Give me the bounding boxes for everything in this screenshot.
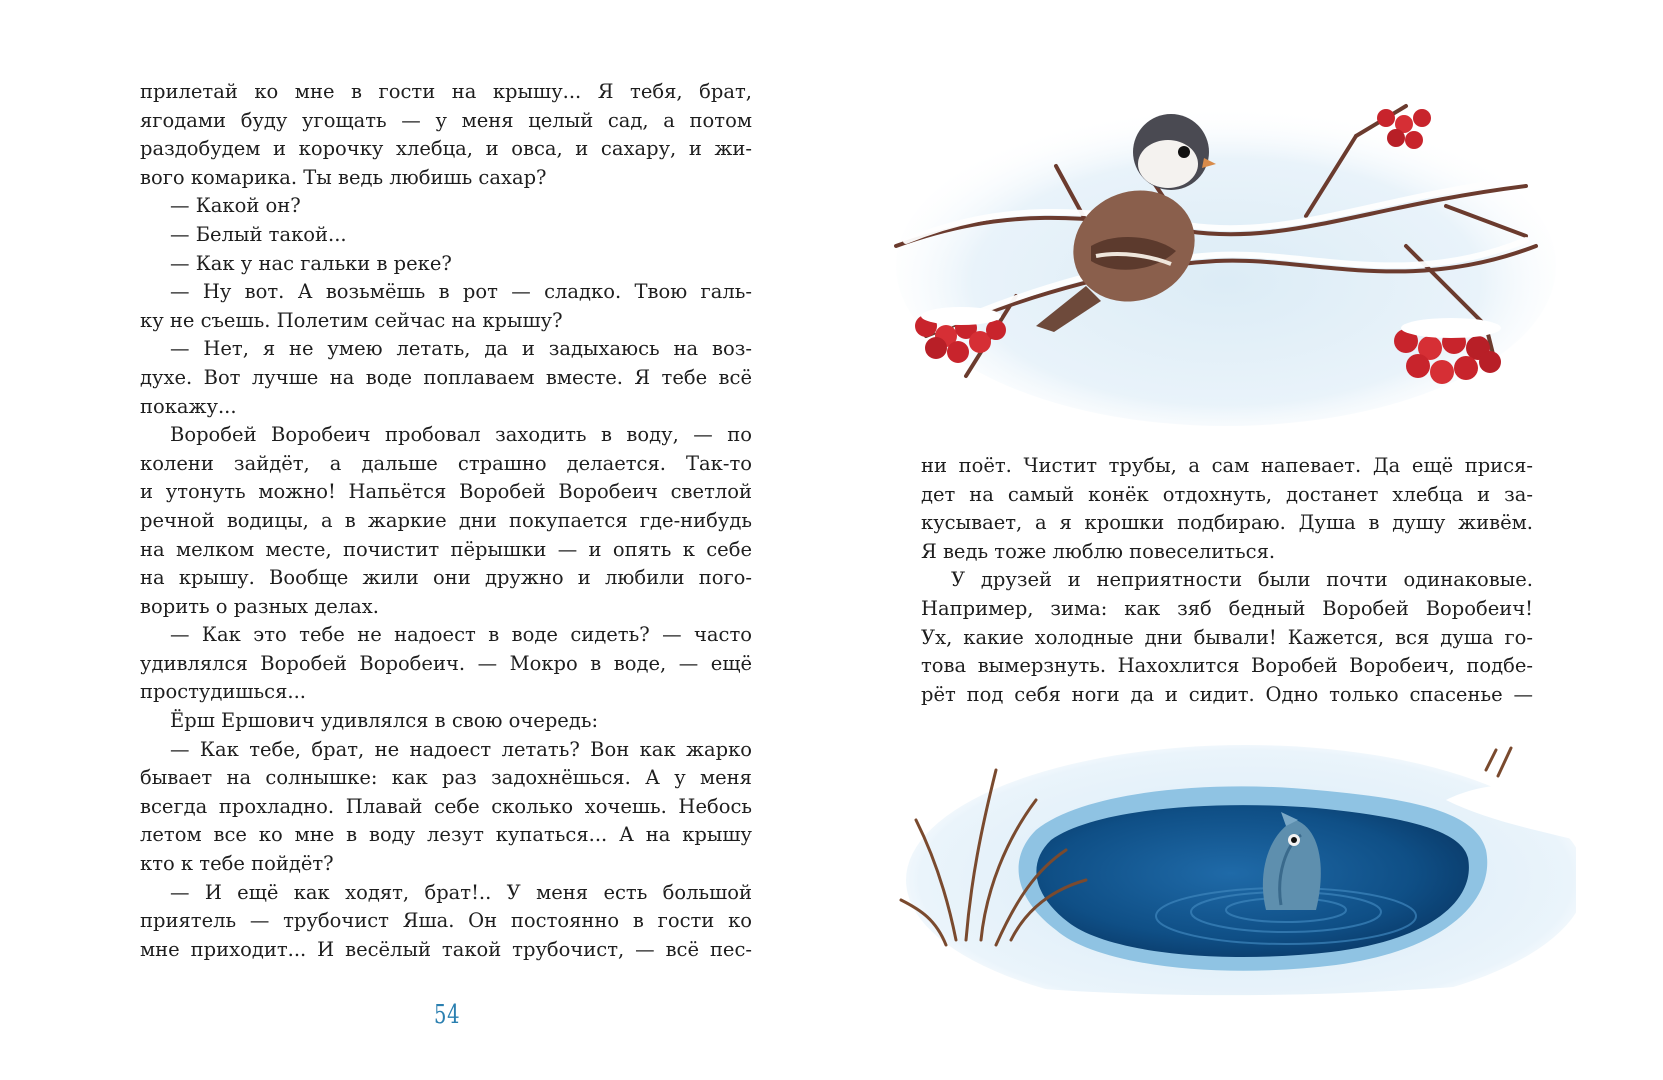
text-line: бывает на солнышке: как раз задохнёшься. А у меня bbox=[140, 766, 752, 790]
page-number: 54 bbox=[434, 1000, 461, 1030]
text-line: прилетай ко мне в гости на крышу... Я тебя, брат, bbox=[140, 80, 752, 103]
text-line: — Какой он? bbox=[170, 194, 301, 218]
text-line: Ух, какие холодные дни бывали! Кажется, вся душа го- bbox=[921, 625, 1533, 649]
right-page-text bbox=[921, 452, 1533, 709]
text-line: вого комарика. Ты ведь любишь сахар? bbox=[140, 165, 547, 189]
pond-illustration-svg bbox=[886, 740, 1576, 1010]
sparrow-illustration-svg bbox=[886, 96, 1566, 438]
text-line: — Как у нас гальки в реке? bbox=[170, 251, 452, 275]
text-line: простудишься... bbox=[140, 680, 306, 704]
text-line: ку не съешь. Полетим сейчас на крышу? bbox=[140, 308, 563, 332]
text-line: и утонуть можно! Напьётся Воробей Воробеич светлой bbox=[140, 480, 752, 504]
text-line: — Как это тебе не надоест в воде сидеть? — часто bbox=[170, 623, 752, 647]
text-line: — Ну вот. А возьмёшь в рот — сладко. Твою галь- bbox=[170, 280, 752, 304]
text-line: всегда прохладно. Плавай себе сколько хочешь. Небось bbox=[140, 794, 752, 818]
text-line: — Как тебе, брат, не надоест летать? Вон как жарко bbox=[170, 737, 752, 761]
text-line: У друзей и неприятности были почти одинаковые. bbox=[951, 568, 1533, 592]
left-page-text bbox=[140, 78, 752, 964]
text-line: кто к тебе пойдёт? bbox=[140, 852, 334, 876]
text-line: речной водицы, а в жаркие дни покупается где-нибудь bbox=[140, 508, 752, 532]
text-line: Воробей Воробеич пробовал заходить в воду, — по bbox=[170, 423, 752, 447]
text-line: — Нет, я не умею летать, да и задыхаюсь на воз- bbox=[170, 337, 752, 361]
right-page bbox=[830, 0, 1663, 1080]
text-line: на крышу. Вообще жили они дружно и любили пого- bbox=[140, 566, 752, 590]
text-line: това вымерзнуть. Нахохлится Воробей Воробеич, подбе- bbox=[921, 654, 1533, 678]
text-line: колени зайдёт, а дальше страшно делается. Так-то bbox=[140, 451, 752, 475]
text-line: на мелком месте, почистит пёрышки — и опять к себе bbox=[140, 537, 752, 561]
text-line: Ёрш Ершович удивлялся в свою очередь: bbox=[170, 709, 599, 733]
text-line: — И ещё как ходят, брат!.. У меня есть большой bbox=[170, 880, 752, 904]
text-line: приятель — трубочист Яша. Он постоянно в гости ко bbox=[140, 909, 752, 933]
text-line: покажу... bbox=[140, 394, 237, 418]
text-line: Я ведь тоже люблю повеселиться. bbox=[921, 539, 1276, 563]
text-line: рёт под себя ноги да и сидит. Одно только спасенье — bbox=[921, 682, 1533, 706]
text-line: ни поёт. Чистит трубы, а сам напевает. Да ещё прися- bbox=[921, 454, 1533, 477]
text-line: кусывает, а я крошки подбираю. Душа в душу живём. bbox=[921, 511, 1533, 535]
text-line: ворить о разных делах. bbox=[140, 594, 379, 618]
text-line: Например, зима: как зяб бедный Воробей Воробеич! bbox=[921, 596, 1533, 620]
left-page bbox=[0, 0, 830, 1080]
text-line: ягодами буду угощать — у меня целый сад, а потом bbox=[140, 108, 752, 132]
text-line: духе. Вот лучше на воде поплаваем вместе. Я тебе всё bbox=[140, 365, 752, 389]
sparrow-on-branch-illustration bbox=[886, 96, 1566, 438]
text-line: дет на самый конёк отдохнуть, достанет хлебца и за- bbox=[921, 482, 1533, 506]
text-line: — Белый такой... bbox=[170, 222, 347, 246]
text-line: удивлялся Воробей Воробеич. — Мокро в воде, — ещё bbox=[140, 651, 752, 675]
text-line: летом все ко мне в воду лезут купаться... А на крышу bbox=[140, 823, 752, 847]
fish-in-ice-hole-illustration bbox=[886, 740, 1576, 1010]
rowan-berries-right bbox=[1394, 318, 1501, 384]
text-line: мне приходит... И весёлый такой трубочист, — всё пес- bbox=[140, 937, 752, 961]
text-line: раздобудем и корочку хлебца, и овса, и сахару, и жи- bbox=[140, 137, 752, 161]
ice-hole-water bbox=[1036, 805, 1469, 957]
